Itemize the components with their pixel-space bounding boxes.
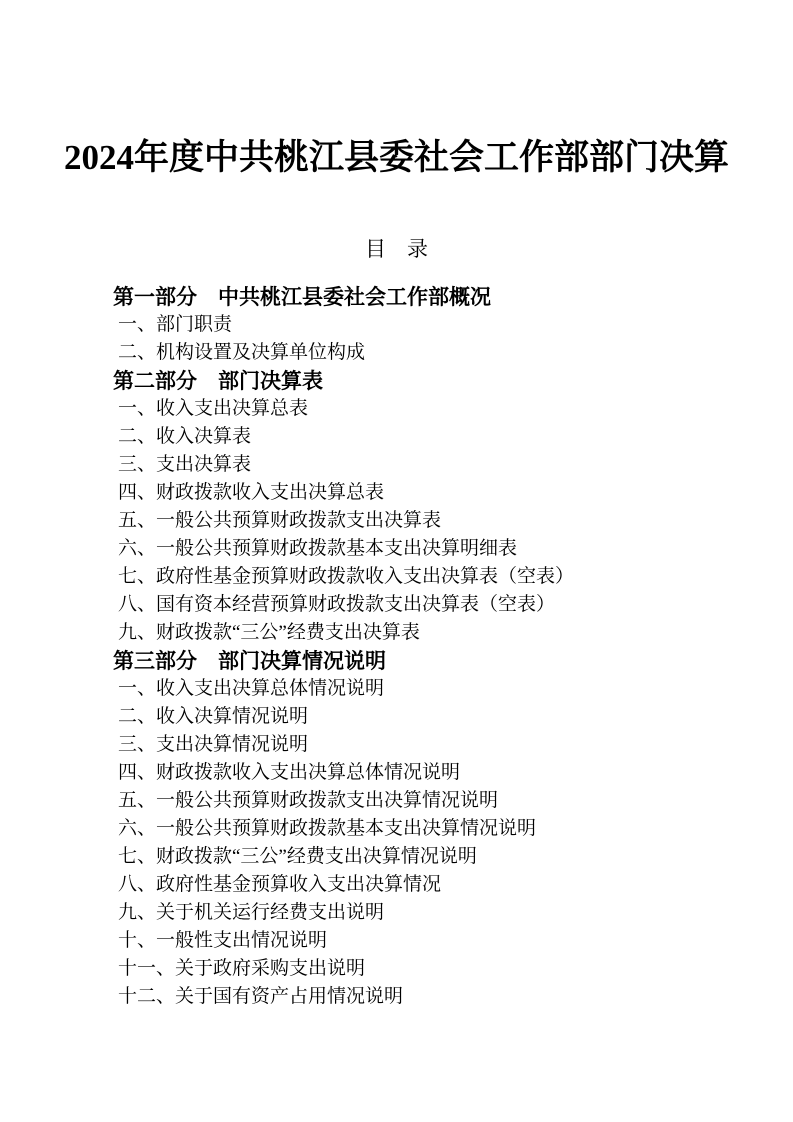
toc-item: 二、收入决算表: [118, 426, 252, 447]
toc-item: 十二、关于国有资产占用情况说明: [118, 986, 404, 1007]
toc-item: 八、政府性基金预算收入支出决算情况: [118, 874, 442, 895]
toc-item: 七、政府性基金预算财政拨款收入支出决算表（空表）: [118, 566, 575, 587]
toc-item: 三、支出决算情况说明: [118, 734, 309, 755]
toc-section-heading: 第二部分 部门决算表: [113, 369, 323, 393]
toc-item: 一、收入支出决算总表: [118, 398, 309, 419]
toc-item: 七、财政拨款“三公”经费支出决算情况说明: [118, 846, 477, 867]
toc-item: 二、机构设置及决算单位构成: [118, 342, 366, 363]
toc-item: 十一、关于政府采购支出说明: [118, 958, 366, 979]
toc-item: 八、国有资本经营预算财政拨款支出决算表（空表）: [118, 594, 556, 615]
toc-item: 三、支出决算表: [118, 454, 252, 475]
toc-item: 二、收入决算情况说明: [118, 706, 309, 727]
toc-item: 六、一般公共预算财政拨款基本支出决算明细表: [118, 538, 518, 559]
toc-item: 九、财政拨款“三公”经费支出决算表: [118, 622, 420, 643]
toc-item: 一、部门职责: [118, 314, 233, 335]
toc-item: 五、一般公共预算财政拨款支出决算表: [118, 510, 442, 531]
toc-item: 十、一般性支出情况说明: [118, 930, 328, 951]
toc-item: 六、一般公共预算财政拨款基本支出决算情况说明: [118, 818, 537, 839]
toc-item: 四、财政拨款收入支出决算总体情况说明: [118, 762, 461, 783]
toc-heading: 目 录: [365, 237, 428, 261]
toc-item: 四、财政拨款收入支出决算总表: [118, 482, 385, 503]
document-title: 2024年度中共桃江县委社会工作部部门决算: [63, 138, 729, 177]
toc-item: 一、收入支出决算总体情况说明: [118, 678, 385, 699]
toc-item: 九、关于机关运行经费支出说明: [118, 902, 385, 923]
table-of-contents: [113, 283, 743, 1011]
toc-section-heading: 第一部分 中共桃江县委社会工作部概况: [113, 285, 491, 309]
toc-item: 五、一般公共预算财政拨款支出决算情况说明: [118, 790, 499, 811]
toc-section-heading: 第三部分 部门决算情况说明: [113, 649, 386, 673]
